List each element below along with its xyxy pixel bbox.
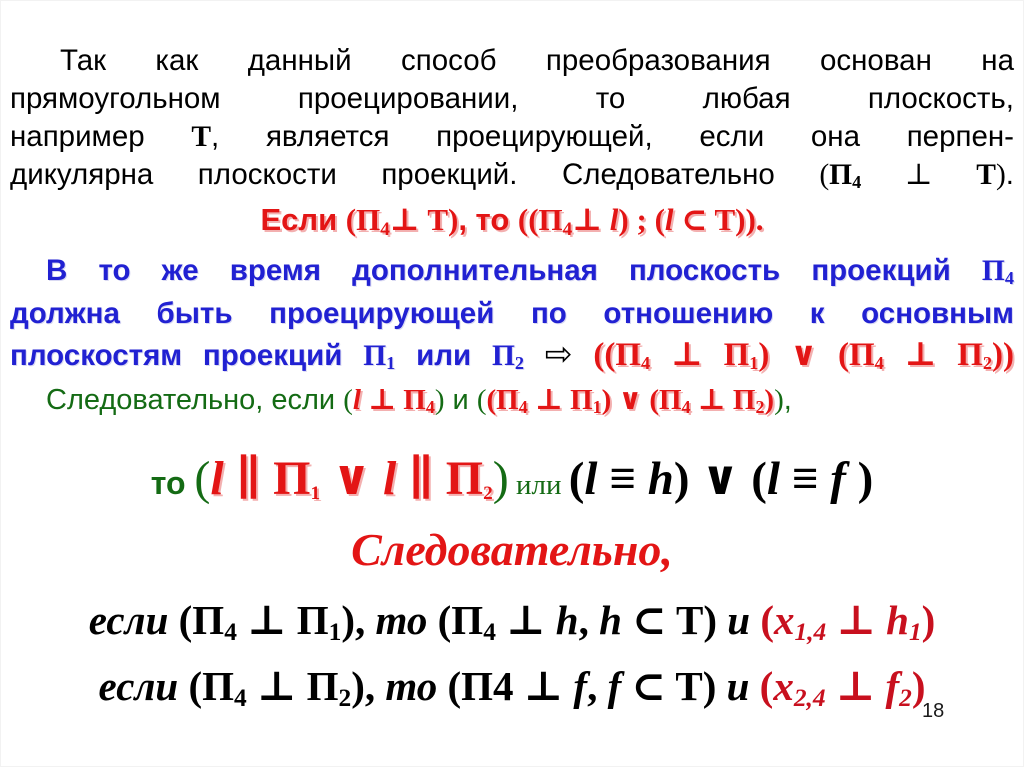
- if-rule-formula: [0, 197, 1024, 243]
- text-segment: П: [403, 384, 426, 416]
- text-segment: П: [451, 597, 484, 643]
- text-segment: П: [296, 597, 329, 643]
- text-segment: ): [764, 384, 775, 416]
- text-segment: ): [774, 384, 784, 416]
- text-segment: плоскостям проекций: [10, 339, 364, 372]
- text-segment: l: [609, 202, 619, 237]
- text-segment: 2: [899, 684, 912, 713]
- text-segment: П: [829, 159, 853, 191]
- text-segment: ): [857, 453, 874, 505]
- sledovatelno-heading: [0, 521, 1024, 579]
- text-segment: 4: [641, 353, 651, 374]
- text-segment: ): [492, 452, 509, 505]
- text-segment: h: [647, 453, 674, 505]
- text-segment: (: [194, 452, 211, 505]
- case2-formula: [0, 653, 1024, 719]
- text-segment: П: [981, 255, 1005, 287]
- text-segment: П: [570, 384, 593, 416]
- text-segment: П: [496, 384, 519, 416]
- text-segment: 1: [749, 353, 759, 374]
- text-segment: П: [445, 452, 484, 505]
- text-segment: f: [830, 453, 858, 505]
- blue-line-1: [0, 251, 1024, 294]
- text-segment: ⊥: [495, 597, 556, 643]
- text-segment: ⊥: [527, 384, 571, 416]
- text-segment: (: [486, 384, 497, 416]
- text-segment: x: [773, 663, 794, 709]
- intro-paragraph: [0, 42, 1024, 197]
- text-segment: например: [10, 120, 192, 153]
- text-segment: ) ∨ (: [758, 337, 849, 373]
- text-segment: 4: [425, 397, 435, 418]
- text-segment: (: [819, 159, 830, 191]
- text-segment: l: [352, 384, 361, 416]
- text-segment: T: [427, 202, 448, 237]
- text-segment: ): [434, 384, 445, 416]
- text-segment: (: [760, 597, 774, 643]
- text-segment: Так как данный способ преобразования основан на: [60, 44, 1014, 77]
- text-segment: 4: [234, 684, 247, 713]
- text-segment: или: [395, 339, 492, 372]
- text-segment: ∥: [396, 452, 446, 505]
- text-segment: (: [343, 384, 353, 416]
- text-segment: 4: [681, 397, 691, 418]
- text-segment: ),: [341, 597, 376, 643]
- intro-line-1: [0, 42, 1024, 80]
- text-segment: ∨: [320, 452, 384, 505]
- text-segment: ),: [351, 663, 386, 709]
- text-segment: 4: [874, 353, 884, 374]
- text-segment: [573, 339, 594, 372]
- text-segment: П: [658, 384, 682, 416]
- text-segment: П: [202, 663, 235, 709]
- text-segment: (: [437, 597, 452, 643]
- text-segment: В то же время дополнительная плоскость проекций: [46, 254, 982, 287]
- text-segment: П: [363, 340, 387, 372]
- text-segment: l: [766, 453, 780, 505]
- text-segment: x: [774, 597, 795, 643]
- text-segment: (: [568, 453, 585, 505]
- text-segment: П: [723, 337, 750, 373]
- text-segment: П4: [461, 663, 514, 709]
- case1-formula: [0, 587, 1024, 653]
- text-segment: 4: [483, 618, 496, 647]
- text-segment: прямоугольном проецировании, то любая плоскость,: [10, 82, 1014, 115]
- text-segment: l: [584, 453, 598, 505]
- text-segment: 1: [328, 618, 342, 647]
- text-segment: (: [476, 384, 487, 416]
- text-segment: 1: [592, 397, 602, 418]
- text-segment: 1: [908, 618, 922, 647]
- text-segment: П: [538, 202, 563, 237]
- text-segment: (: [759, 663, 774, 709]
- text-segment: T: [191, 121, 212, 153]
- intro-line-4: [0, 156, 1024, 197]
- text-segment: l: [210, 452, 224, 505]
- text-segment: .: [1005, 158, 1014, 191]
- text-segment: 4: [1004, 268, 1014, 289]
- text-segment: ) ∨ (: [673, 453, 767, 505]
- text-segment: П: [306, 663, 339, 709]
- intro-line-2: [0, 80, 1024, 118]
- text-segment: ): [702, 663, 727, 709]
- text-segment: , то: [458, 202, 518, 237]
- text-segment: ,: [587, 663, 608, 709]
- text-segment: (: [178, 597, 193, 643]
- text-segment: )): [992, 337, 1014, 373]
- text-segment: l: [383, 452, 397, 505]
- text-segment: ⊥: [360, 384, 404, 416]
- text-segment: или: [508, 469, 569, 501]
- text-segment: П: [848, 337, 875, 373]
- text-segment: f: [607, 663, 622, 709]
- text-segment: Следовательно, если: [46, 384, 344, 416]
- text-segment: ⊥: [246, 663, 307, 709]
- text-segment: и: [726, 663, 760, 709]
- text-segment: )).: [735, 202, 764, 237]
- blue-line-2: [0, 294, 1024, 334]
- text-segment: ≡: [779, 453, 831, 505]
- text-segment: если: [98, 663, 189, 709]
- text-segment: и: [727, 597, 761, 643]
- text-segment: ⊥: [861, 159, 977, 191]
- text-segment: ((: [517, 202, 539, 237]
- text-segment: 2,4: [793, 684, 826, 713]
- text-segment: 4: [562, 218, 573, 240]
- text-segment: T: [676, 597, 704, 643]
- text-segment: то: [375, 597, 438, 643]
- text-segment: дикулярна плоскости проекций. Следовательно: [10, 158, 820, 191]
- text-segment: ,: [578, 597, 600, 643]
- text-segment: [524, 339, 545, 372]
- text-segment: 2: [982, 353, 992, 374]
- text-segment: и: [444, 384, 477, 416]
- text-segment: ⊥: [825, 663, 886, 709]
- text-segment: 4: [852, 172, 862, 193]
- blue-line-3: [0, 334, 1024, 379]
- text-segment: ⊂: [621, 663, 676, 709]
- text-segment: то: [150, 465, 195, 501]
- text-segment: П: [192, 597, 225, 643]
- text-segment: f: [573, 663, 588, 709]
- text-segment: 1: [310, 482, 321, 504]
- text-segment: ⊂: [673, 202, 715, 237]
- text-segment: Следовательно,: [351, 524, 673, 575]
- text-segment: ∥: [223, 452, 274, 505]
- text-segment: (: [447, 663, 462, 709]
- text-segment: П: [356, 202, 381, 237]
- text-segment: h: [886, 597, 909, 643]
- text-segment: 4: [380, 218, 390, 240]
- text-segment: ⊥: [513, 663, 574, 709]
- text-segment: 4: [224, 618, 237, 647]
- parallel-formula-line: [0, 437, 1024, 521]
- text-segment: ⊥: [236, 597, 297, 643]
- text-segment: T: [714, 202, 736, 237]
- text-segment: П: [491, 340, 515, 372]
- text-segment: 1,4: [794, 618, 827, 647]
- text-segment: ((: [593, 337, 616, 373]
- text-segment: h: [555, 597, 579, 643]
- consequence-line: [0, 379, 1024, 421]
- text-segment: ≡: [597, 453, 648, 505]
- text-segment: ⊥: [572, 202, 610, 237]
- text-segment: П: [615, 337, 642, 373]
- text-segment: П: [732, 384, 756, 416]
- text-segment: П: [957, 337, 983, 373]
- text-segment: ⊥: [690, 384, 733, 416]
- text-segment: 2: [755, 397, 765, 418]
- text-segment: П: [273, 452, 311, 505]
- text-segment: h: [599, 597, 622, 643]
- text-segment: (: [188, 663, 203, 709]
- text-segment: ): [911, 663, 926, 709]
- text-segment: ⊥: [883, 337, 958, 373]
- text-segment: , является проецирующей, если она перпен-: [211, 120, 1014, 153]
- text-segment: должна быть проецирующей по отношению к основным: [10, 297, 1014, 330]
- text-segment: ): [703, 597, 728, 643]
- text-segment: 4: [518, 397, 528, 418]
- text-segment: ⊥: [389, 202, 428, 237]
- text-segment: (: [345, 202, 357, 237]
- text-segment: то: [385, 663, 448, 709]
- text-segment: Если: [260, 202, 346, 237]
- blue-paragraph: [0, 251, 1024, 379]
- text-segment: l: [664, 202, 674, 237]
- text-segment: ): [995, 159, 1006, 191]
- page-number: 18: [922, 700, 945, 722]
- text-segment: если: [88, 597, 179, 643]
- text-segment: ): [921, 597, 936, 643]
- text-segment: 1: [386, 353, 396, 374]
- text-segment: ): [448, 202, 459, 237]
- text-segment: 2: [338, 684, 352, 713]
- text-segment: T: [675, 663, 703, 709]
- text-segment: ⊥: [826, 597, 887, 643]
- text-segment: 2: [514, 353, 525, 374]
- text-segment: ⊂: [621, 597, 677, 643]
- text-segment: 2: [483, 482, 493, 504]
- text-segment: ⊥: [650, 337, 724, 373]
- text-segment: f: [885, 663, 900, 709]
- text-segment: ) ; (: [618, 202, 665, 237]
- text-segment: ⇨: [544, 334, 573, 373]
- intro-line-3: [0, 118, 1024, 156]
- text-segment: T: [976, 159, 996, 191]
- text-segment: ) ∨ (: [601, 384, 659, 416]
- text-segment: ,: [783, 384, 792, 416]
